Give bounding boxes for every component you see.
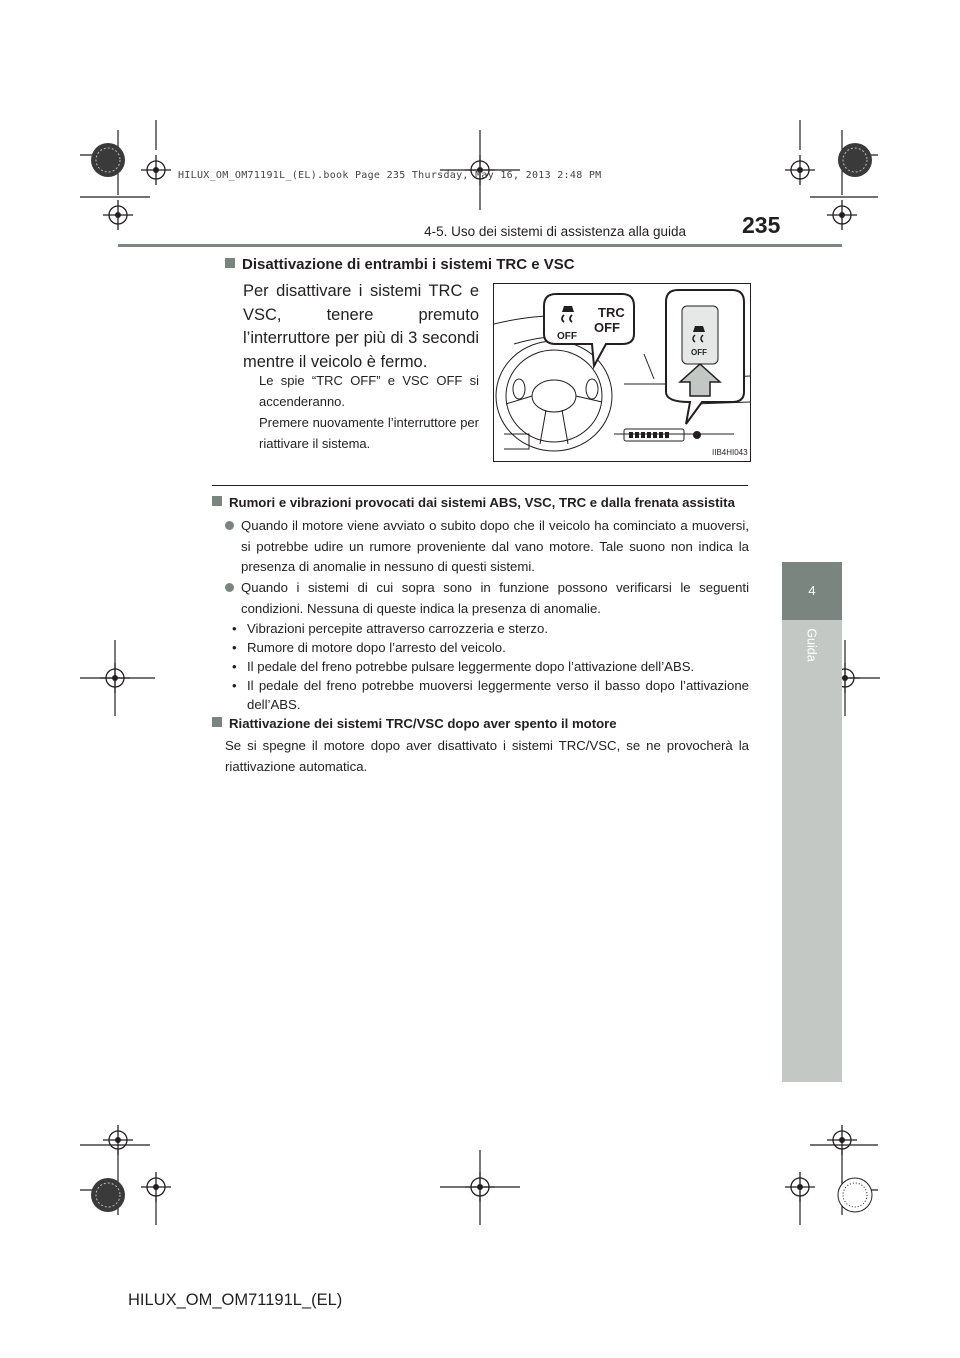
subsection-square-icon — [212, 496, 222, 506]
section-divider — [212, 485, 748, 486]
list-item: • Il pedale del freno potrebbe pulsare leggermente dopo l’attivazione dell’ABS. — [232, 659, 695, 674]
icon-off-text: OFF — [557, 331, 577, 342]
section-header: 4-5. Uso dei sistemi di assistenza alla guida — [424, 224, 686, 239]
page-number: 235 — [742, 212, 781, 238]
subsection-square-icon — [212, 717, 222, 727]
bullet-vibrations: Quando i sistemi di cui sopra sono in funzione possono verificarsi le seguenti condizioni. Nessuna di queste indica la presenza di anomalie. — [225, 578, 749, 619]
list-item: • Il pedale del freno potrebbe muoversi leggermente verso il basso dopo l’attivazione dell’ABS. — [232, 678, 749, 712]
footer-code: HILUX_OM_OM71191L_(EL) — [128, 1291, 343, 1309]
trc-off-text: OFF — [594, 320, 620, 335]
trc-text: TRC — [598, 305, 625, 320]
list-item: • Vibrazioni percepite attraverso carrozzeria e sterzo. — [232, 621, 549, 636]
dashboard-illustration — [494, 284, 750, 461]
intro-text: Per disattivare i sistemi TRC e VSC, tenere premuto l’interruttore per più di 3 secondi mentre il veicolo è fermo. — [243, 282, 479, 371]
chapter-tab-number: 4 — [782, 562, 842, 620]
note-indicators: Le spie “TRC OFF” e VSC OFF si accenderanno. — [259, 373, 479, 409]
figure-code: IIB4HI043 — [712, 448, 748, 457]
note-reactivate: Premere nuovamente l’interruttore per riattivare il sistema. — [259, 415, 479, 451]
subsection-title-noises: Rumori e vibrazioni provocati dai sistemi ABS, VSC, TRC e dalla frenata assistita — [212, 495, 735, 510]
bullet-dot-icon — [225, 583, 234, 592]
chapter-side-bar — [782, 620, 842, 1082]
header-rule — [118, 244, 842, 247]
section-square-icon — [225, 258, 235, 268]
dashboard-figure — [493, 283, 751, 462]
chapter-tab-label: Guida — [804, 628, 819, 662]
section-title: Disattivazione di entrambi i sistemi TRC e VSC — [225, 256, 575, 273]
reactivation-text: Se si spegne il motore dopo aver disattivato i sistemi TRC/VSC, se ne provocherà la riattivazione automatica. — [225, 738, 749, 774]
bullet-noise: Quando il motore viene avviato o subito dopo che il veicolo ha cominciato a muoversi, si potrebbe udire un rumore proveniente dal vano motore. Tale suono non indica la presenza di anomalie in nessuno di questi sistemi. — [225, 516, 749, 578]
print-header: HILUX_OM_OM71191L_(EL).book Page 235 Thursday, May 16, 2013 2:48 PM — [178, 170, 602, 181]
list-item: • Rumore di motore dopo l’arresto del veicolo. — [232, 640, 506, 655]
subsection-title-reactivation: Riattivazione dei sistemi TRC/VSC dopo aver spento il motore — [212, 716, 617, 731]
bullet-dot-icon — [225, 521, 234, 530]
switch-off-text: OFF — [691, 348, 707, 357]
